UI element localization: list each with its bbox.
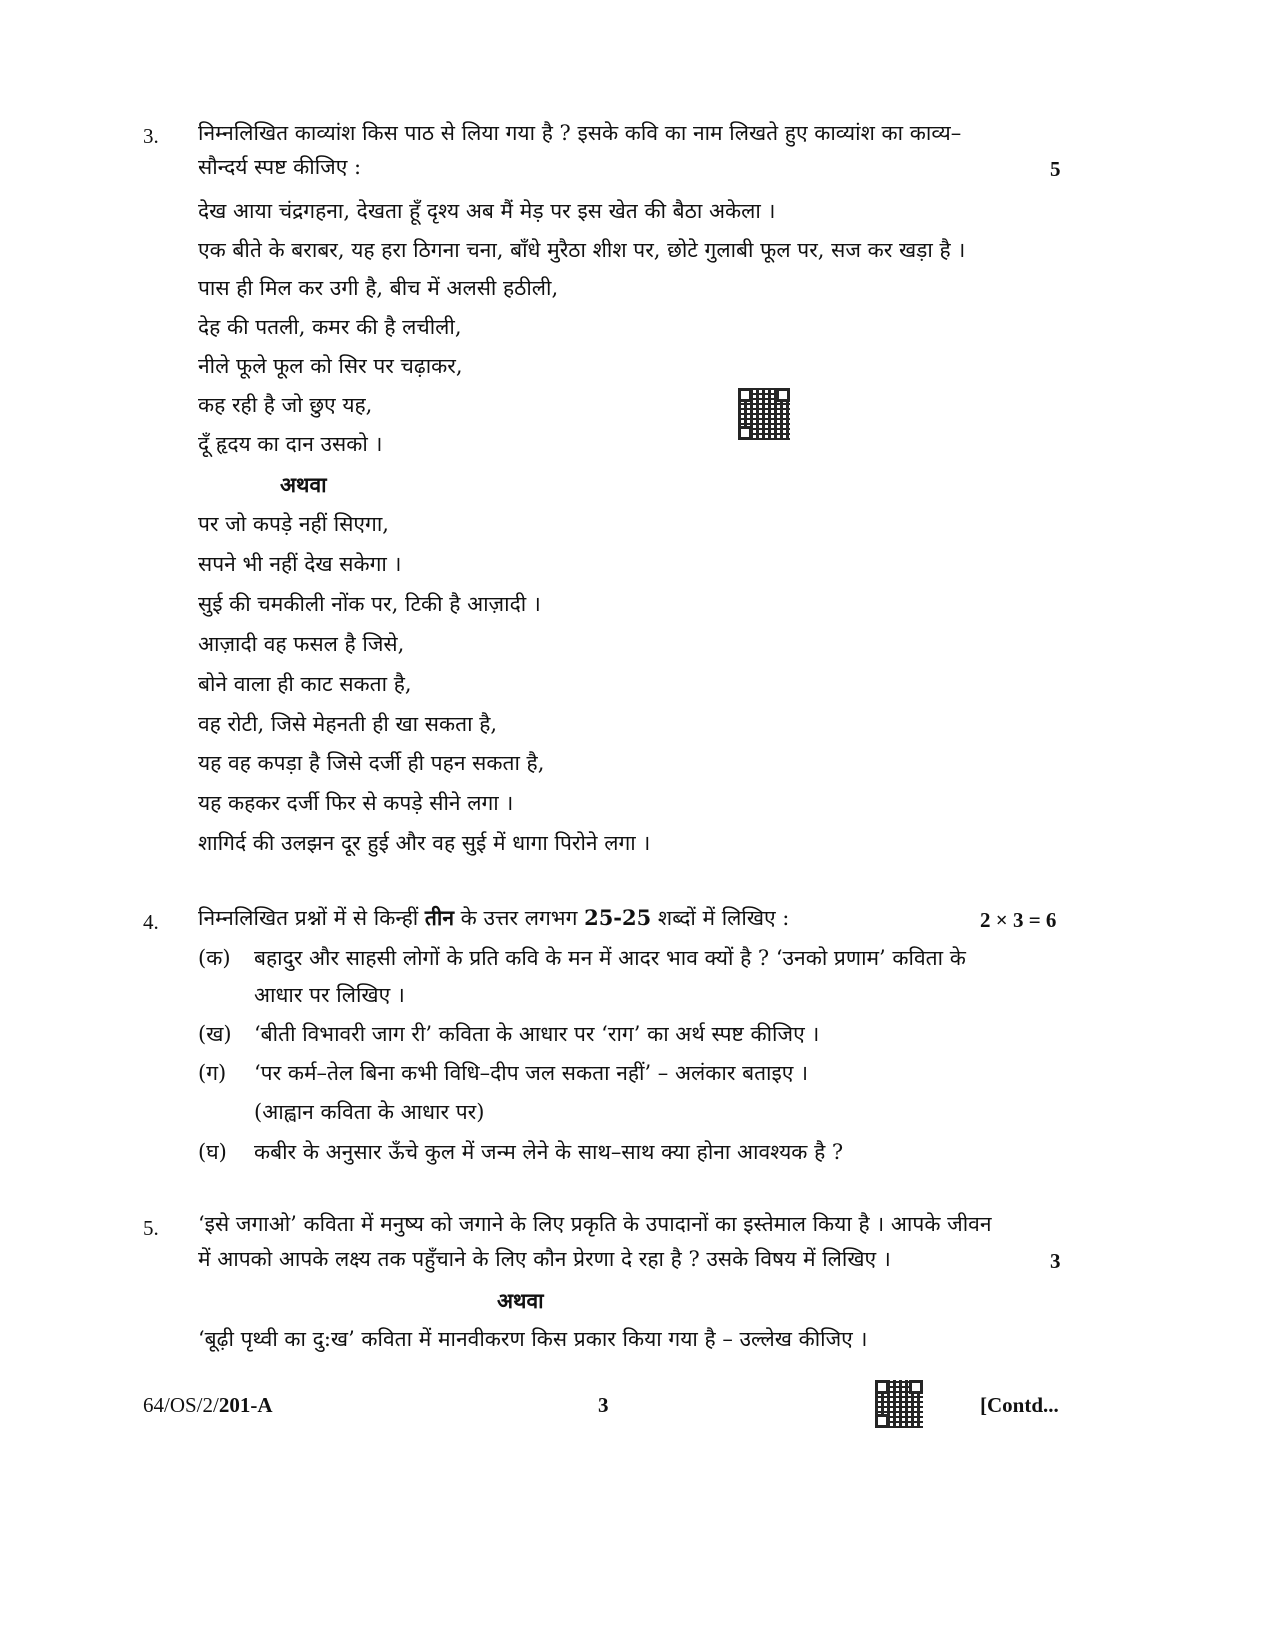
- question-5-number: 5.: [143, 1216, 159, 1240]
- poem2-line: सुई की चमकीली नोंक पर, टिकी है आज़ादी ।: [198, 592, 541, 616]
- poem1-line: एक बीते के बराबर, यह हरा ठिगना चना, बाँधे मुरैठा शीश पर, छोटे गुलाबी फूल पर, सज कर खड़ा है ।: [198, 238, 966, 262]
- part-text: बहादुर और साहसी लोगों के प्रति कवि के मन में आदर भाव क्यों है ? ‘उनको प्रणाम’ कविता के: [254, 946, 966, 970]
- part-label: (घ): [198, 1140, 227, 1164]
- part-label: (ख): [198, 1022, 232, 1046]
- continued-label: [Contd...: [980, 1393, 1059, 1417]
- question-3-marks: 5: [1050, 157, 1061, 181]
- paper-code: 64/OS/2/201-A: [143, 1393, 273, 1417]
- question-5-line1: ‘इसे जगाओ’ कविता में मनुष्य को जगाने के लिए प्रकृति के उपादानों का इस्तेमाल किया है । आपके जीवन: [198, 1212, 992, 1236]
- question-3-number: 3.: [143, 124, 159, 148]
- question-3-prompt-line2: सौन्दर्य स्पष्ट कीजिए :: [198, 155, 362, 179]
- part-text: ‘बीती विभावरी जाग री’ कविता के आधार पर ‘राग’ का अर्थ स्पष्ट कीजिए ।: [254, 1022, 820, 1046]
- part-label: (क): [198, 946, 231, 970]
- qr-code-icon: [875, 1380, 923, 1428]
- question-4-prompt: निम्नलिखित प्रश्नों में से किन्हीं तीन के उत्तर लगभग 25-25 शब्दों में लिखिए :: [198, 905, 790, 930]
- poem2-line: बोने वाला ही काट सकता है,: [198, 672, 412, 696]
- poem2-line: शागिर्द की उलझन दूर हुई और वह सुई में धागा पिरोने लगा ।: [198, 831, 651, 855]
- qr-code-icon: [738, 388, 790, 440]
- question-5-alt: ‘बूढ़ी पृथ्वी का दु:ख’ कविता में मानवीकरण किस प्रकार किया गया है – उल्लेख कीजिए ।: [198, 1327, 868, 1351]
- part-text: आधार पर लिखिए ।: [254, 983, 405, 1007]
- question-5-line2: में आपको आपके लक्ष्य तक पहुँचाने के लिए कौन प्रेरणा दे रहा है ? उसके विषय में लिखिए ।: [198, 1247, 891, 1271]
- part-text: (आह्वान कविता के आधार पर): [254, 1100, 485, 1124]
- poem1-line: पास ही मिल कर उगी है, बीच में अलसी हठीली,: [198, 276, 559, 300]
- part-text: ‘पर कर्म–तेल बिना कभी विधि–दीप जल सकता नहीं’ – अलंकार बताइए ।: [254, 1061, 809, 1085]
- poem2-line: आज़ादी वह फसल है जिसे,: [198, 632, 405, 656]
- or-label: अथवा: [280, 472, 327, 497]
- poem1-line: कह रही है जो छुए यह,: [198, 393, 373, 417]
- poem2-line: वह रोटी, जिसे मेहनती ही खा सकता है,: [198, 712, 498, 736]
- part-label: (ग): [198, 1061, 227, 1085]
- or-label: अथवा: [497, 1288, 544, 1313]
- poem2-line: यह वह कपड़ा है जिसे दर्जी ही पहन सकता है,: [198, 751, 545, 775]
- poem2-line: पर जो कपड़े नहीं सिएगा,: [198, 512, 389, 536]
- poem2-line: यह कहकर दर्जी फिर से कपड़े सीने लगा ।: [198, 791, 514, 815]
- poem2-line: सपने भी नहीं देख सकेगा ।: [198, 552, 402, 576]
- question-5-marks: 3: [1050, 1249, 1061, 1273]
- question-3-prompt-line1: निम्नलिखित काव्यांश किस पाठ से लिया गया है ? इसके कवि का नाम लिखते हुए काव्यांश का काव्य–: [198, 121, 962, 145]
- poem1-line: नीले फूले फूल को सिर पर चढ़ाकर,: [198, 354, 463, 378]
- poem1-line: देख आया चंद्रगहना, देखता हूँ दृश्य अब मैं मेड़ पर इस खेत की बैठा अकेला ।: [198, 199, 776, 223]
- part-text: कबीर के अनुसार ऊँचे कुल में जन्म लेने के साथ–साथ क्या होना आवश्यक है ?: [254, 1140, 844, 1164]
- question-4-marks: 2 × 3 = 6: [980, 908, 1057, 932]
- poem1-line: दूँ हृदय का दान उसको ।: [198, 432, 383, 456]
- page-number: 3: [598, 1393, 609, 1417]
- poem1-line: देह की पतली, कमर की है लचीली,: [198, 315, 462, 339]
- question-4-number: 4.: [143, 910, 159, 934]
